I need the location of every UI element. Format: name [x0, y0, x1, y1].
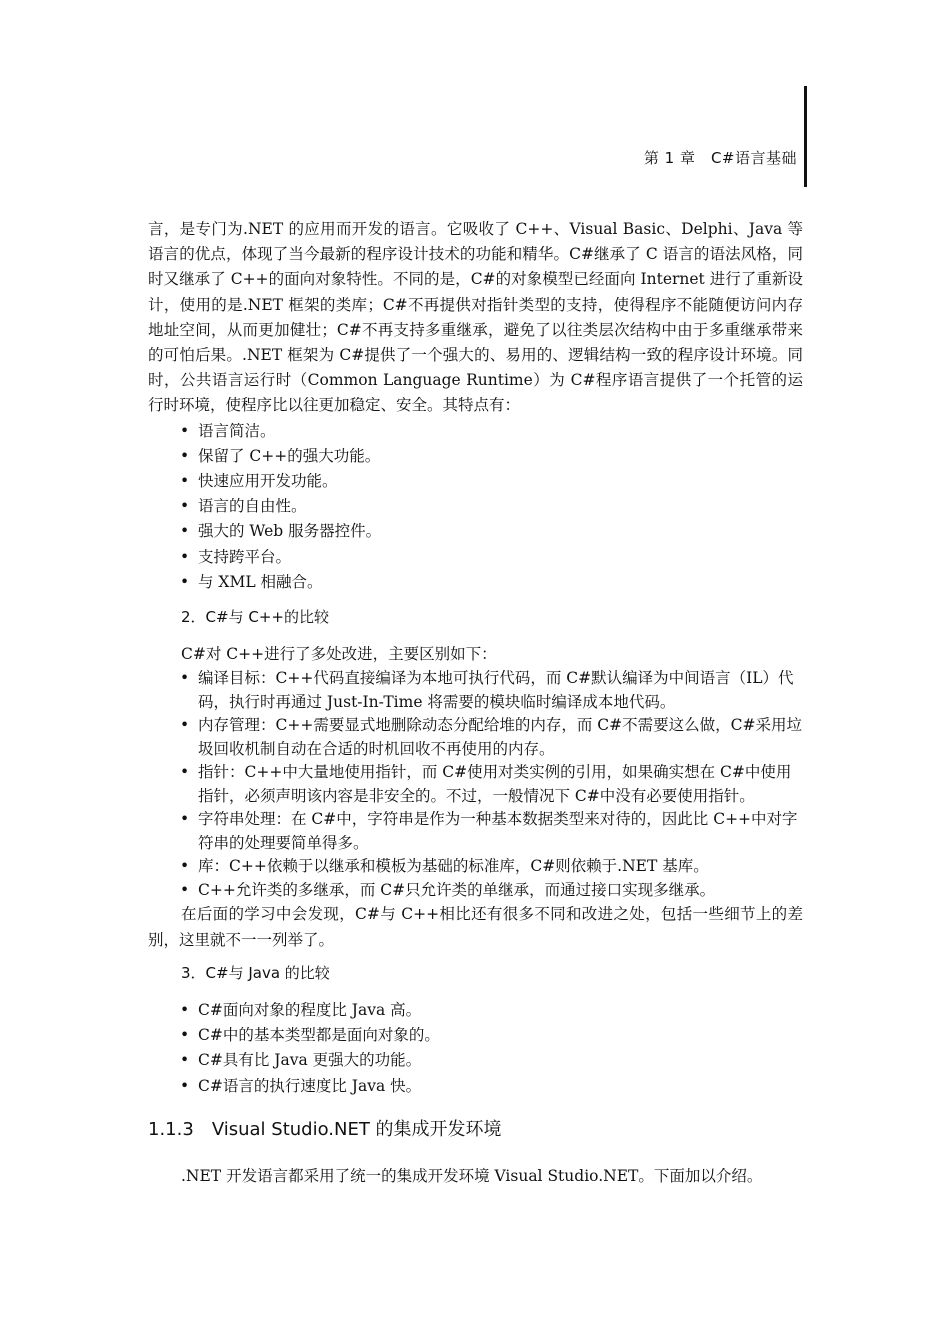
page-body	[148, 217, 803, 1189]
list-item: • C#面向对象的程度比 Java 高。	[148, 998, 803, 1023]
list-item: • 内存管理：C++需要显式地删除动态分配给堆的内存，而 C#不需要这么做，C#采用垃圾回收机制自动在合适的时机回收不再使用的内存。	[148, 714, 803, 761]
list-item: • 支持跨平台。	[148, 545, 803, 570]
section-2-heading: 2．C#与 C++的比较	[181, 608, 329, 627]
section-1-1-3-heading	[148, 1117, 803, 1142]
list-item: • 库：C++依赖于以继承和模板为基础的标准库，C#则依赖于.NET 基库。	[148, 855, 803, 879]
section-2-closing: 在后面的学习中会发现，C#与 C++相比还有很多不同和改进之处，包括一些细节上的差别，这里就不一一列举了。	[148, 905, 803, 949]
list-item: • 保留了 C++的强大功能。	[148, 444, 803, 469]
list-item: • 语言的自由性。	[148, 494, 803, 519]
list-item: • 字符串处理：在 C#中，字符串是作为一种基本数据类型来对待的，因此比 C++中对字符串的处理要简单得多。	[148, 808, 803, 855]
list-item: • 语言简洁。	[148, 419, 803, 444]
feature-list	[148, 419, 803, 595]
comparison-list-cpp	[148, 667, 803, 902]
list-item: • 指针：C++中大量地使用指针，而 C#使用对类实例的引用，如果确实想在 C#中使用指针，必须声明该内容是非安全的。不过，一般情况下 C#中没有必要使用指针。	[148, 761, 803, 808]
intro-paragraph: 言，是专门为.NET 的应用而开发的语言。它吸收了 C++、Visual Basic、Delphi、Java 等语言的优点，体现了当今最新的程序设计技术的功能和精华。C#继承了 C 语言的语法风格，同时又继承了 C++的面向对象特性。不同的是，C#的对象模型已经面向 Internet 进行了重新设计，使用的是.NET 框架的类库；C#不再提供对指针类型的支持，使得程序不能随便访问内存地址空间，从而更加健壮；C#不再支持多重继承，避免了以往类层次结构中由于多重继承带来的可怕后果。.NET 框架为 C#提供了一个强大的、易用的、逻辑结构一致的程序设计环境。同时，公共语言运行时（Common Language Runtime）为 C#程序语言提供了一个托管的运行时环境，使程序比以往更加稳定、安全。其特点有：	[148, 220, 803, 415]
section-1-1-3-paragraph: .NET 开发语言都采用了统一的集成开发环境 Visual Studio.NET。下面加以介绍。	[181, 1167, 763, 1186]
section-number: 1.1.3	[148, 1118, 194, 1140]
list-item: • C#具有比 Java 更强大的功能。	[148, 1048, 803, 1073]
comparison-list-java	[148, 998, 803, 1099]
list-item: • 快速应用开发功能。	[148, 469, 803, 494]
section-3-heading: 3．C#与 Java 的比较	[181, 963, 330, 982]
header-rule	[804, 86, 807, 187]
list-item: • C#中的基本类型都是面向对象的。	[148, 1023, 803, 1048]
section-title: Visual Studio.NET 的集成开发环境	[211, 1118, 502, 1140]
list-item: • C#语言的执行速度比 Java 快。	[148, 1074, 803, 1099]
running-head: 第 1 章 C#语言基础	[643, 149, 797, 167]
section-2-intro: C#对 C++进行了多处改进，主要区别如下：	[181, 645, 497, 664]
list-item: • 与 XML 相融合。	[148, 570, 803, 595]
list-item: • C++允许类的多继承，而 C#只允许类的单继承，而通过接口实现多继承。	[148, 879, 803, 903]
list-item: • 强大的 Web 服务器控件。	[148, 519, 803, 544]
list-item: • 编译目标：C++代码直接编译为本地可执行代码，而 C#默认编译为中间语言（IL）代码，执行时再通过 Just-In-Time 将需要的模块临时编译成本地代码。	[148, 667, 803, 714]
